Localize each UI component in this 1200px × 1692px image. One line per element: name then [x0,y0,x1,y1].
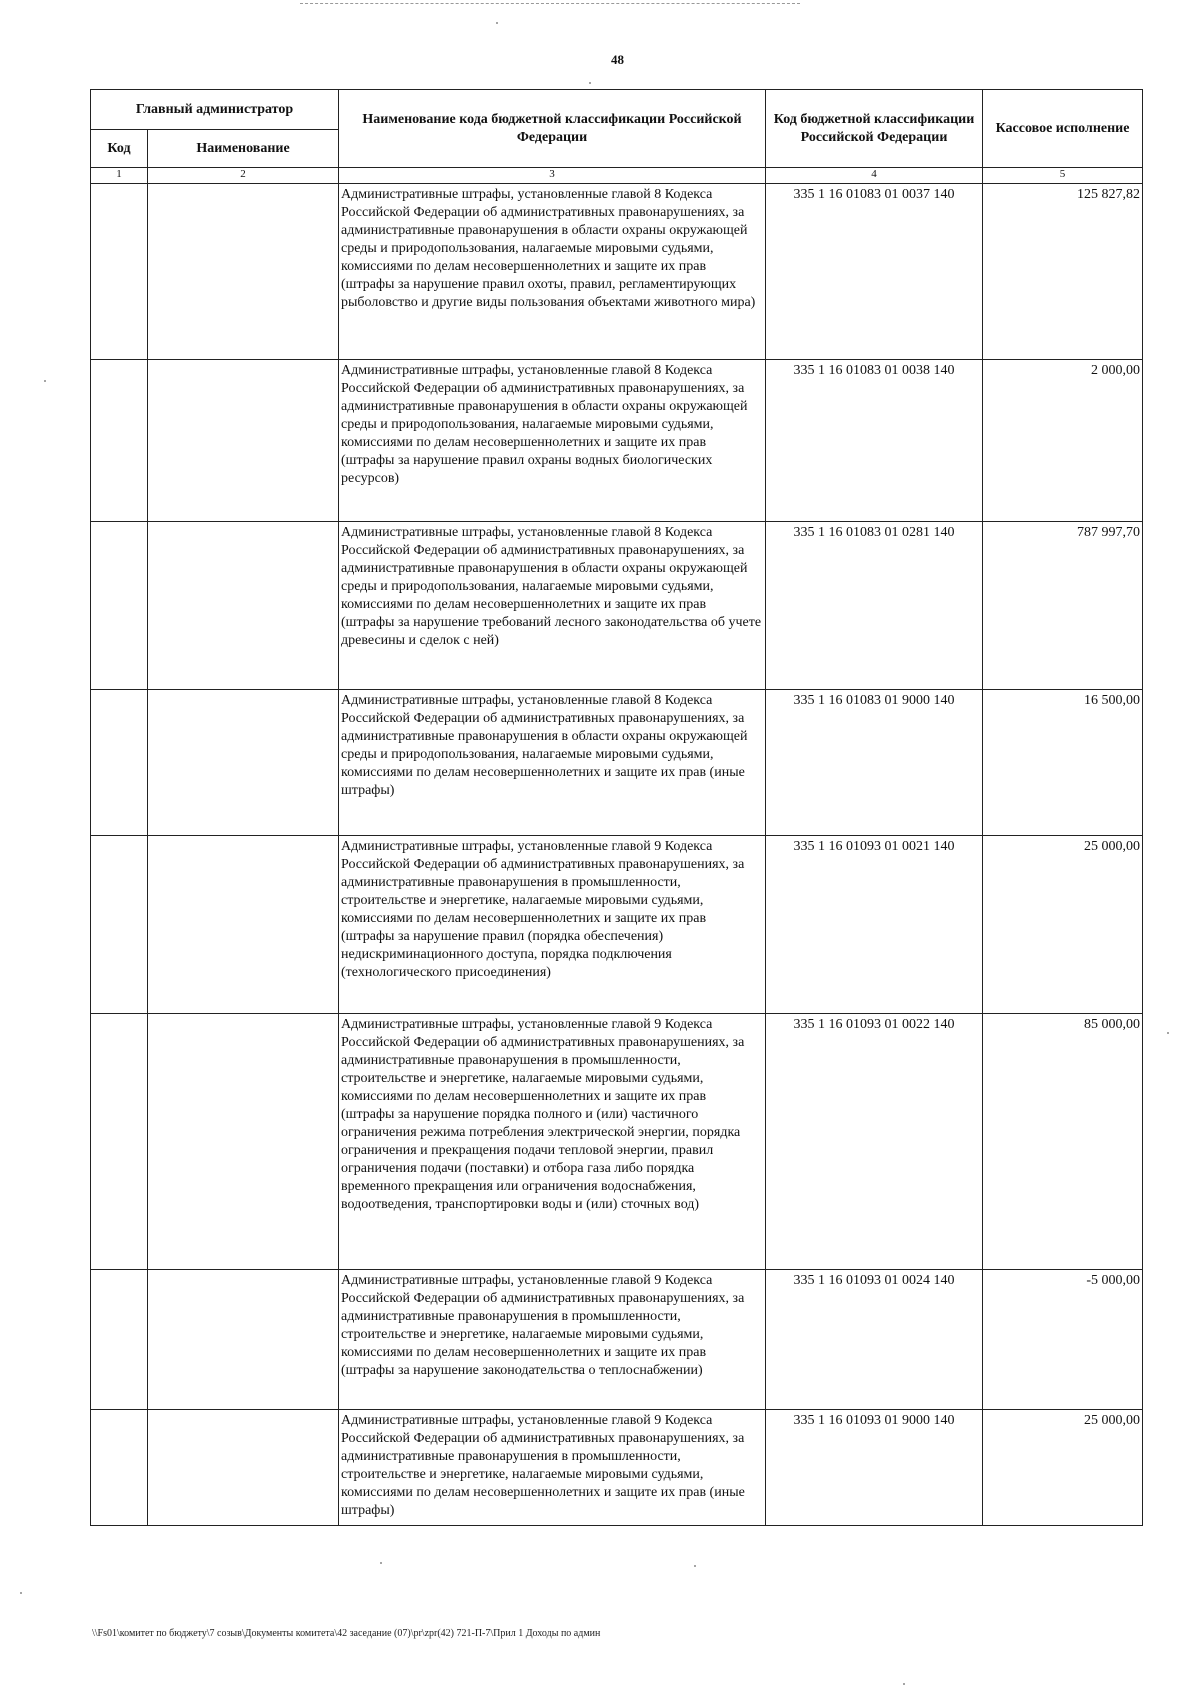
row-amount: 85 000,00 [983,1014,1143,1270]
column-number-row [91,168,1143,184]
row-code [91,690,148,836]
row-code [91,522,148,690]
row-kbk: 335 1 16 01093 01 0021 140 [766,836,983,1014]
header-kbk-name: Наименование кода бюджетной классификации Российской Федерации [339,90,766,168]
header-code: Код [91,130,148,168]
row-amount: 125 827,82 [983,184,1143,360]
scan-speck [694,1565,696,1567]
column-number: 2 [148,168,339,184]
scan-speck [380,1562,382,1564]
row-description: Административные штрафы, установленные главой 9 Кодекса Российской Федерации об административных правонарушениях, за административные правонарушения в промышленности, строительстве и энергетике, налагаемые мировыми судьями, комиссиями по делам несовершеннолетних и защите их прав (штрафы за нарушение порядка полного и (или) частичного ограничения режима потребления электрической энергии, порядка ограничения и прекращения подачи тепловой энергии, правил ограничения подачи (поставки) и отбора газа либо порядка временного прекращения или ограничения водоснабжения, водоотведения, транспортировки воды и (или) сточных вод) [339,1014,766,1270]
row-code [91,1270,148,1410]
table-row [91,360,1143,522]
column-number: 4 [766,168,983,184]
row-name [148,1014,339,1270]
row-description: Административные штрафы, установленные главой 9 Кодекса Российской Федерации об административных правонарушениях, за административные правонарушения в промышленности, строительстве и энергетике, налагаемые мировыми судьями, комиссиями по делам несовершеннолетних и защите их прав (штрафы за нарушение правил (порядка обеспечения) недискриминационного доступа, порядка подключения (технологического присоединения) [339,836,766,1014]
scan-speck [20,1592,22,1594]
row-kbk: 335 1 16 01083 01 9000 140 [766,690,983,836]
row-description: Административные штрафы, установленные главой 9 Кодекса Российской Федерации об административных правонарушениях, за административные правонарушения в промышленности, строительстве и энергетике, налагаемые мировыми судьями, комиссиями по делам несовершеннолетних и защите их прав (штрафы за нарушение законодательства о теплоснабжении) [339,1270,766,1410]
table-row [91,184,1143,360]
row-name [148,690,339,836]
row-description: Административные штрафы, установленные главой 9 Кодекса Российской Федерации об административных правонарушениях, за административные правонарушения в промышленности, строительстве и энергетике, налагаемые мировыми судьями, комиссиями по делам несовершеннолетних и защите их прав (иные штрафы) [339,1410,766,1526]
table-row [91,690,1143,836]
header-name: Наименование [148,130,339,168]
row-name [148,360,339,522]
row-description: Административные штрафы, установленные главой 8 Кодекса Российской Федерации об административных правонарушениях, за административные правонарушения в области охраны окружающей среды и природопользования, налагаемые мировыми судьями, комиссиями по делам несовершеннолетних и защите их прав (штрафы за нарушение правил охоты, правил, регламентирующих рыболовство и другие виды пользования объектами животного мира) [339,184,766,360]
header-execution: Кассовое исполнение [983,90,1143,168]
table-row [91,1270,1143,1410]
scan-speck [589,82,591,84]
row-code [91,836,148,1014]
row-amount: 25 000,00 [983,1410,1143,1526]
column-number: 5 [983,168,1143,184]
row-name [148,836,339,1014]
row-name [148,522,339,690]
budget-table [90,89,1143,1526]
row-name [148,1410,339,1526]
row-kbk: 335 1 16 01093 01 0024 140 [766,1270,983,1410]
row-description: Административные штрафы, установленные главой 8 Кодекса Российской Федерации об административных правонарушениях, за административные правонарушения в области охраны окружающей среды и природопользования, налагаемые мировыми судьями, комиссиями по делам несовершеннолетних и защите их прав (иные штрафы) [339,690,766,836]
table-row [91,1410,1143,1526]
row-name [148,1270,339,1410]
row-amount: 2 000,00 [983,360,1143,522]
header-kbk-code: Код бюджетной классификации Российской Федерации [766,90,983,168]
table-row [91,836,1143,1014]
row-description: Административные штрафы, установленные главой 8 Кодекса Российской Федерации об административных правонарушениях, за административные правонарушения в области охраны окружающей среды и природопользования, налагаемые мировыми судьями, комиссиями по делам несовершеннолетних и защите их прав (штрафы за нарушение правил охраны водных биологических ресурсов) [339,360,766,522]
row-amount: 16 500,00 [983,690,1143,836]
row-name [148,184,339,360]
row-amount: 787 997,70 [983,522,1143,690]
row-kbk: 335 1 16 01093 01 9000 140 [766,1410,983,1526]
scan-artifact-line [300,3,800,5]
page-number: 48 [611,52,624,67]
row-kbk: 335 1 16 01083 01 0038 140 [766,360,983,522]
row-description: Административные штрафы, установленные главой 8 Кодекса Российской Федерации об административных правонарушениях, за административные правонарушения в области охраны окружающей среды и природопользования, налагаемые мировыми судьями, комиссиями по делам несовершеннолетних и защите их прав (штрафы за нарушение требований лесного законодательства об учете древесины и сделок с ней) [339,522,766,690]
scan-speck [496,22,498,24]
row-amount: 25 000,00 [983,836,1143,1014]
file-path-footer: \\Fs01\комитет по бюджету\7 созыв\Документы комитета\42 заседание (07)\pr\zpr(42) 721-П-7\Прил 1 Доходы по админ [92,1628,601,1639]
table-row [91,1014,1143,1270]
row-code [91,360,148,522]
table-row [91,522,1143,690]
column-number: 3 [339,168,766,184]
row-kbk: 335 1 16 01083 01 0037 140 [766,184,983,360]
row-code [91,1410,148,1526]
header-main-admin: Главный администратор [91,90,339,130]
scan-speck [1167,1032,1169,1034]
row-amount: -5 000,00 [983,1270,1143,1410]
scan-speck [903,1683,905,1685]
row-kbk: 335 1 16 01093 01 0022 140 [766,1014,983,1270]
scan-speck [44,380,46,382]
row-kbk: 335 1 16 01083 01 0281 140 [766,522,983,690]
column-number: 1 [91,168,148,184]
row-code [91,184,148,360]
row-code [91,1014,148,1270]
